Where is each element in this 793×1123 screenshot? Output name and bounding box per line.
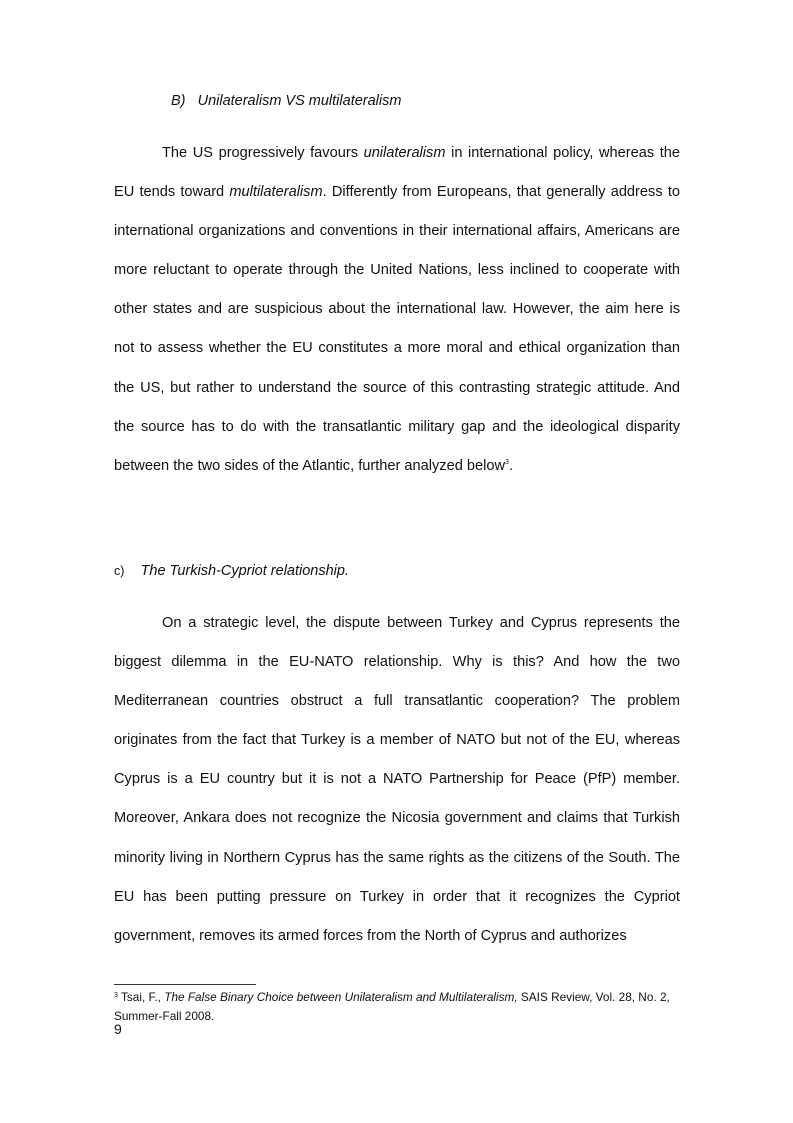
- paragraph-1-text-d: .: [508, 457, 513, 474]
- footnote-number: 3: [114, 992, 118, 999]
- section-b-marker: B): [171, 93, 186, 109]
- section-c-heading: [114, 563, 349, 579]
- paragraph-1-emphasis-multilateralism: multilateralism: [229, 184, 323, 201]
- page-number: 9: [114, 1021, 122, 1037]
- paragraph-1-text-c: . Differently from Europeans, that generally address to international organizations and conventions in their international affairs, Americans are more reluctant to operate through the United Nations, less inclined to cooperate with other states and are suspicious about the international law. However, the aim here is not to assess whether the EU constitutes a more moral and ethical organization than the US, but rather to understand the source of this contrasting strategic attitude. And the source has to do with the transatlantic military gap and the ideological disparity between the two sides of the Atlantic, further analyzed below: [114, 184, 680, 474]
- section-b-heading: [171, 93, 401, 109]
- footnote-3: [114, 988, 680, 1026]
- paragraph-unilateralism: [114, 134, 680, 486]
- footnote-author: Tsai, F.,: [117, 990, 165, 1004]
- section-c-marker: c): [114, 564, 125, 578]
- paragraph-turkish-cypriot: [114, 604, 680, 956]
- footnote-title: The False Binary Choice between Unilateralism and Multilateralism,: [164, 990, 518, 1004]
- section-c-title: The Turkish-Cypriot relationship.: [140, 563, 349, 579]
- footnote-source: SAIS Review, Vol. 28, No. 2, Summer-Fall 2008.: [114, 990, 670, 1023]
- footnote-reference[interactable]: 3: [505, 458, 509, 466]
- paragraph-1-emphasis-unilateralism: unilateralism: [363, 145, 446, 161]
- section-b-title: Unilateralism VS multilateralism: [197, 93, 402, 109]
- footnote-divider: [114, 984, 256, 985]
- paragraph-1-text-a: The US progressively favours: [162, 145, 364, 161]
- paragraph-1-text-b: in international policy, whereas the EU tends toward: [114, 145, 680, 201]
- paragraph-2-text: On a strategic level, the dispute between Turkey and Cyprus represents the biggest dilemma in the EU-NATO relationship. Why is this? And how the two Mediterranean countries obstruct a full transatlantic cooperation? The problem originates from the fact that Turkey is a member of NATO but not of the EU, whereas Cyprus is a EU country but it is not a NATO Partnership for Peace (PfP) member. Moreover, Ankara does not recognize the Nicosia government and claims that Turkish minority living in Northern Cyprus has the same rights as the citizens of the South. The EU has been putting pressure on Turkey in order that it recognizes the Cypriot government, removes its armed forces from the North of Cyprus and authorizes: [114, 615, 680, 944]
